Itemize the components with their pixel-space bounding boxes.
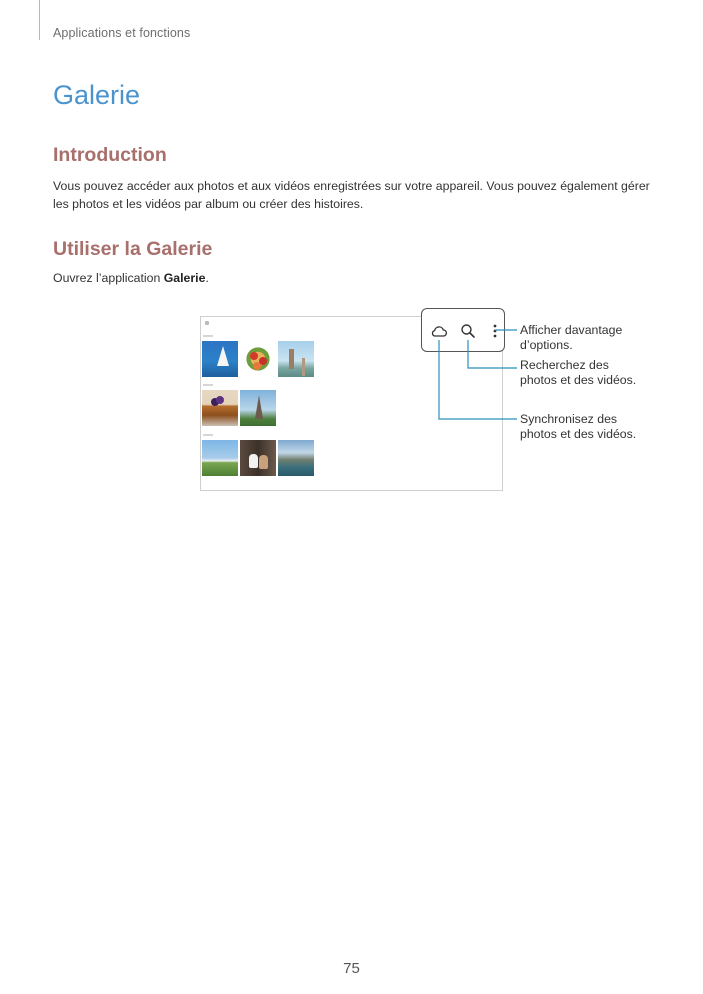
page-number: 75 [343, 960, 360, 977]
callout-more-options [520, 323, 690, 353]
app-name: Galerie [163, 271, 206, 285]
photo-thumbnail-field[interactable] [202, 440, 238, 476]
more-options-icon[interactable] [486, 322, 504, 340]
callout-text-line: Synchronisez des [520, 412, 618, 426]
cloud-sync-icon[interactable] [430, 322, 448, 340]
callout-text-line: Afficher davantage [520, 323, 623, 337]
usage-text: Ouvrez l’application [53, 271, 164, 285]
photo-thumbnail-sailing[interactable] [202, 341, 238, 377]
photo-thumbnail-paris[interactable] [240, 390, 276, 426]
callout-search [520, 358, 690, 388]
intro-paragraph [53, 177, 650, 213]
photo-thumbnail-lake[interactable] [278, 440, 314, 476]
photo-thumbnail-salad[interactable] [240, 341, 276, 377]
callout-text-line: photos et des vidéos. [520, 373, 637, 387]
photo-thumbnail-pets[interactable] [240, 440, 276, 476]
page-title: Galerie [53, 80, 141, 110]
gallery-toolbar [421, 308, 505, 352]
callout-text-line: Recherchez des [520, 358, 609, 372]
callout-sync [520, 412, 690, 442]
album-label [203, 434, 213, 436]
callout-text-line: d’options. [520, 338, 573, 352]
header-rule [39, 0, 40, 40]
usage-paragraph [53, 269, 209, 287]
menu-icon [205, 321, 209, 325]
intro-heading: Introduction [53, 144, 167, 166]
intro-line-1: Vous pouvez accéder aux photos et aux vidéos enregistrées sur votre appareil. Vous pouvez également gérer [53, 179, 650, 193]
search-icon[interactable] [459, 322, 477, 340]
photo-thumbnail-london[interactable] [278, 341, 314, 377]
intro-line-2: les photos et les vidéos par album ou créer des histoires. [53, 197, 364, 211]
usage-heading: Utiliser la Galerie [53, 238, 213, 260]
callout-text-line: photos et des vidéos. [520, 427, 637, 441]
photo-thumbnail-pancakes[interactable] [202, 390, 238, 426]
album-label [203, 335, 213, 337]
usage-text-end: . [205, 271, 209, 285]
breadcrumb: Applications et fonctions [53, 26, 191, 40]
album-label [203, 384, 213, 386]
